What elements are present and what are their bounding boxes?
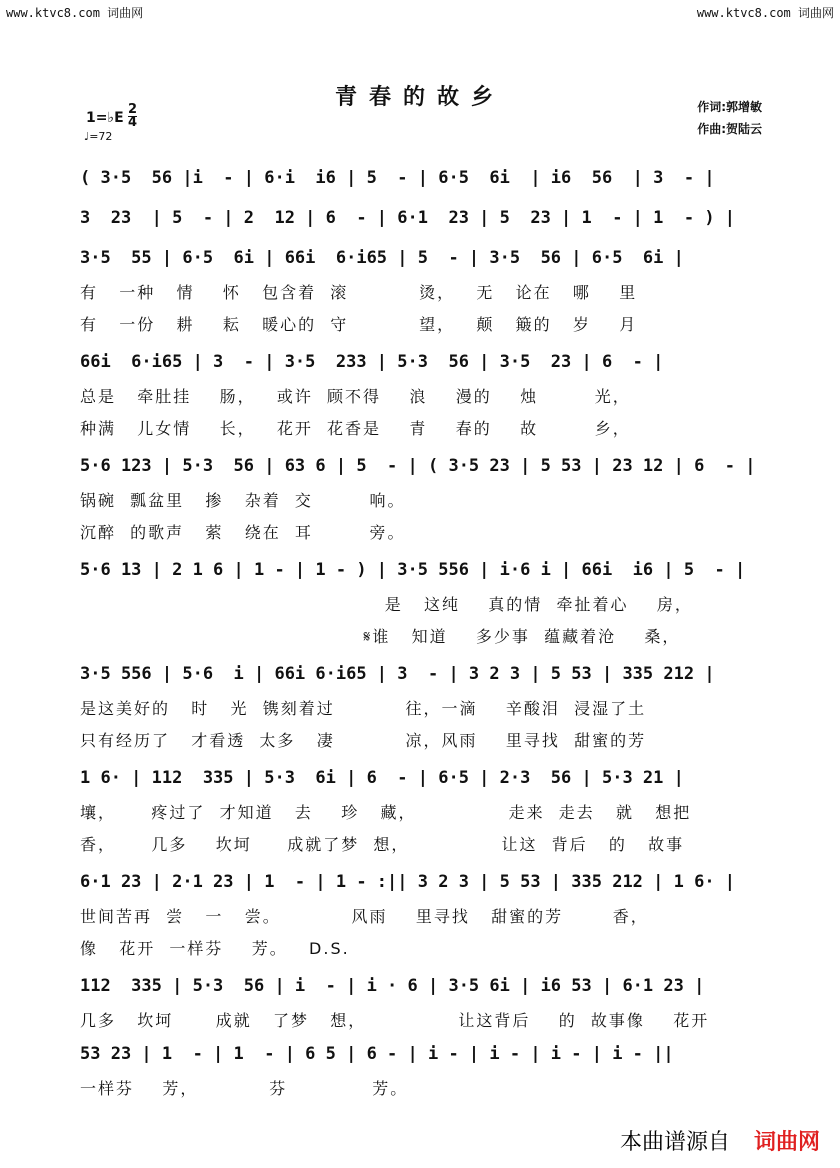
composer-credit: 作曲:贺陆云	[697, 122, 762, 136]
score-system-3-notes: 3·5 55 | 6·5 6i | 66i 6·i65 | 5 - | 3·5 56 | 6·5 6i |	[80, 248, 684, 268]
song-title: 青春的故乡	[334, 84, 505, 110]
site-watermark-left: www.ktvc8.com 词曲网	[6, 6, 144, 20]
score-system-3-lyrics-1: 有 一种 情 怀 包含着 滚 烫， 无 论在 哪 里	[80, 283, 638, 302]
time-signature-bottom: 4	[128, 115, 138, 130]
score-system-10-lyrics-1: 几多 坎坷 成就 了梦 想， 让这背后 的 故事像 花开	[80, 1011, 710, 1030]
score-system-2-notes: 3 23 | 5 - | 2 12 | 6 - | 6·1 23 | 5 23 | 1 - | 1 - ) |	[80, 208, 736, 228]
score-system-6-lyrics-1: 是 这纯 真的情 牵扯着心 房，	[80, 595, 693, 614]
score-system-7-lyrics-1: 是这美好的 时 光 镌刻着过 往，一滴 辛酸泪 浸湿了土	[80, 699, 647, 718]
score-system-8-lyrics-2: 香， 几多 坎坷 成就了梦 想， 让这 背后 的 故事	[80, 835, 685, 854]
time-signature	[128, 104, 137, 129]
score-system-8-lyrics-1: 壤， 疼过了 才知道 去 珍 藏， 走来 走去 就 想把	[80, 803, 692, 822]
score-system-5-lyrics-1: 锅碗 瓢盆里 掺 杂着 交 响。	[80, 491, 406, 510]
score-system-6-lyrics-2: 𝄋谁 知道 多少事 蕴藏着沧 桑，	[80, 627, 681, 646]
tempo-mark: ♩=72	[84, 130, 113, 143]
score-system-7-lyrics-2: 只有经历了 才看透 太多 凄 凉，风雨 里寻找 甜蜜的芳	[80, 731, 647, 750]
time-signature-top: 2	[128, 102, 138, 117]
score-system-7-notes: 3·5 556 | 5·6 i | 66i 6·i65 | 3 - | 3 2 3 | 5 53 | 335 212 |	[80, 664, 715, 684]
score-system-4-notes: 66i 6·i65 | 3 - | 3·5 233 | 5·3 56 | 3·5 23 | 6 - |	[80, 352, 664, 372]
score-system-5-notes: 5·6 123 | 5·3 56 | 63 6 | 5 - | ( 3·5 23 | 5 53 | 23 12 | 6 - |	[80, 456, 756, 476]
source-credit-logo[interactable]: 词曲网	[753, 1130, 820, 1155]
score-system-1-notes: ( 3·5 56 |i - | 6·i i6 | 5 - | 6·5 6i | i6 56 | 3 - |	[80, 168, 715, 188]
score-system-4-lyrics-2: 种满 儿女情 长， 花开 花香是 青 春的 故 乡，	[80, 419, 631, 438]
lyricist-credit: 作词:郭增敏	[697, 100, 762, 114]
score-system-4-lyrics-1: 总是 牵肚挂 肠， 或许 顾不得 浪 漫的 烛 光，	[80, 387, 631, 406]
score-system-5-lyrics-2: 沉醉 的歌声 萦 绕在 耳 旁。	[80, 523, 406, 542]
site-watermark-right: www.ktvc8.com 词曲网	[696, 6, 834, 20]
score-system-11-lyrics-1: 一样芬 芳， 芬 芳。	[80, 1079, 409, 1098]
score-system-3-lyrics-2: 有 一份 耕 耘 暖心的 守 望， 颠 簸的 岁 月	[80, 315, 638, 334]
score-system-6-notes: 5·6 13 | 2 1 6 | 1 - | 1 - ) | 3·5 556 | i·6 i | 66i i6 | 5 - |	[80, 560, 746, 580]
score-system-10-notes: 112 335 | 5·3 56 | i - | i · 6 | 3·5 6i | i6 53 | 6·1 23 |	[80, 976, 705, 996]
score-system-9-lyrics-1: 世间苦再 尝 一 尝。 风雨 里寻找 甜蜜的芳 香，	[80, 907, 649, 926]
score-system-9-notes: 6·1 23 | 2·1 23 | 1 - | 1 - :|| 3 2 3 | 5 53 | 335 212 | 1 6· |	[80, 872, 736, 892]
score-system-9-lyrics-2: 像 花开 一样芬 芳。 D.S.	[80, 939, 350, 958]
source-credit-text: 本曲谱源自	[619, 1130, 730, 1155]
key-signature: 1=♭E	[86, 110, 124, 126]
score-system-11-notes: 53 23 | 1 - | 1 - | 6 5 | 6 - | i - | i - | i - | i - ||	[80, 1044, 674, 1064]
score-system-8-notes: 1 6· | 112 335 | 5·3 6i | 6 - | 6·5 | 2·3 56 | 5·3 21 |	[80, 768, 684, 788]
